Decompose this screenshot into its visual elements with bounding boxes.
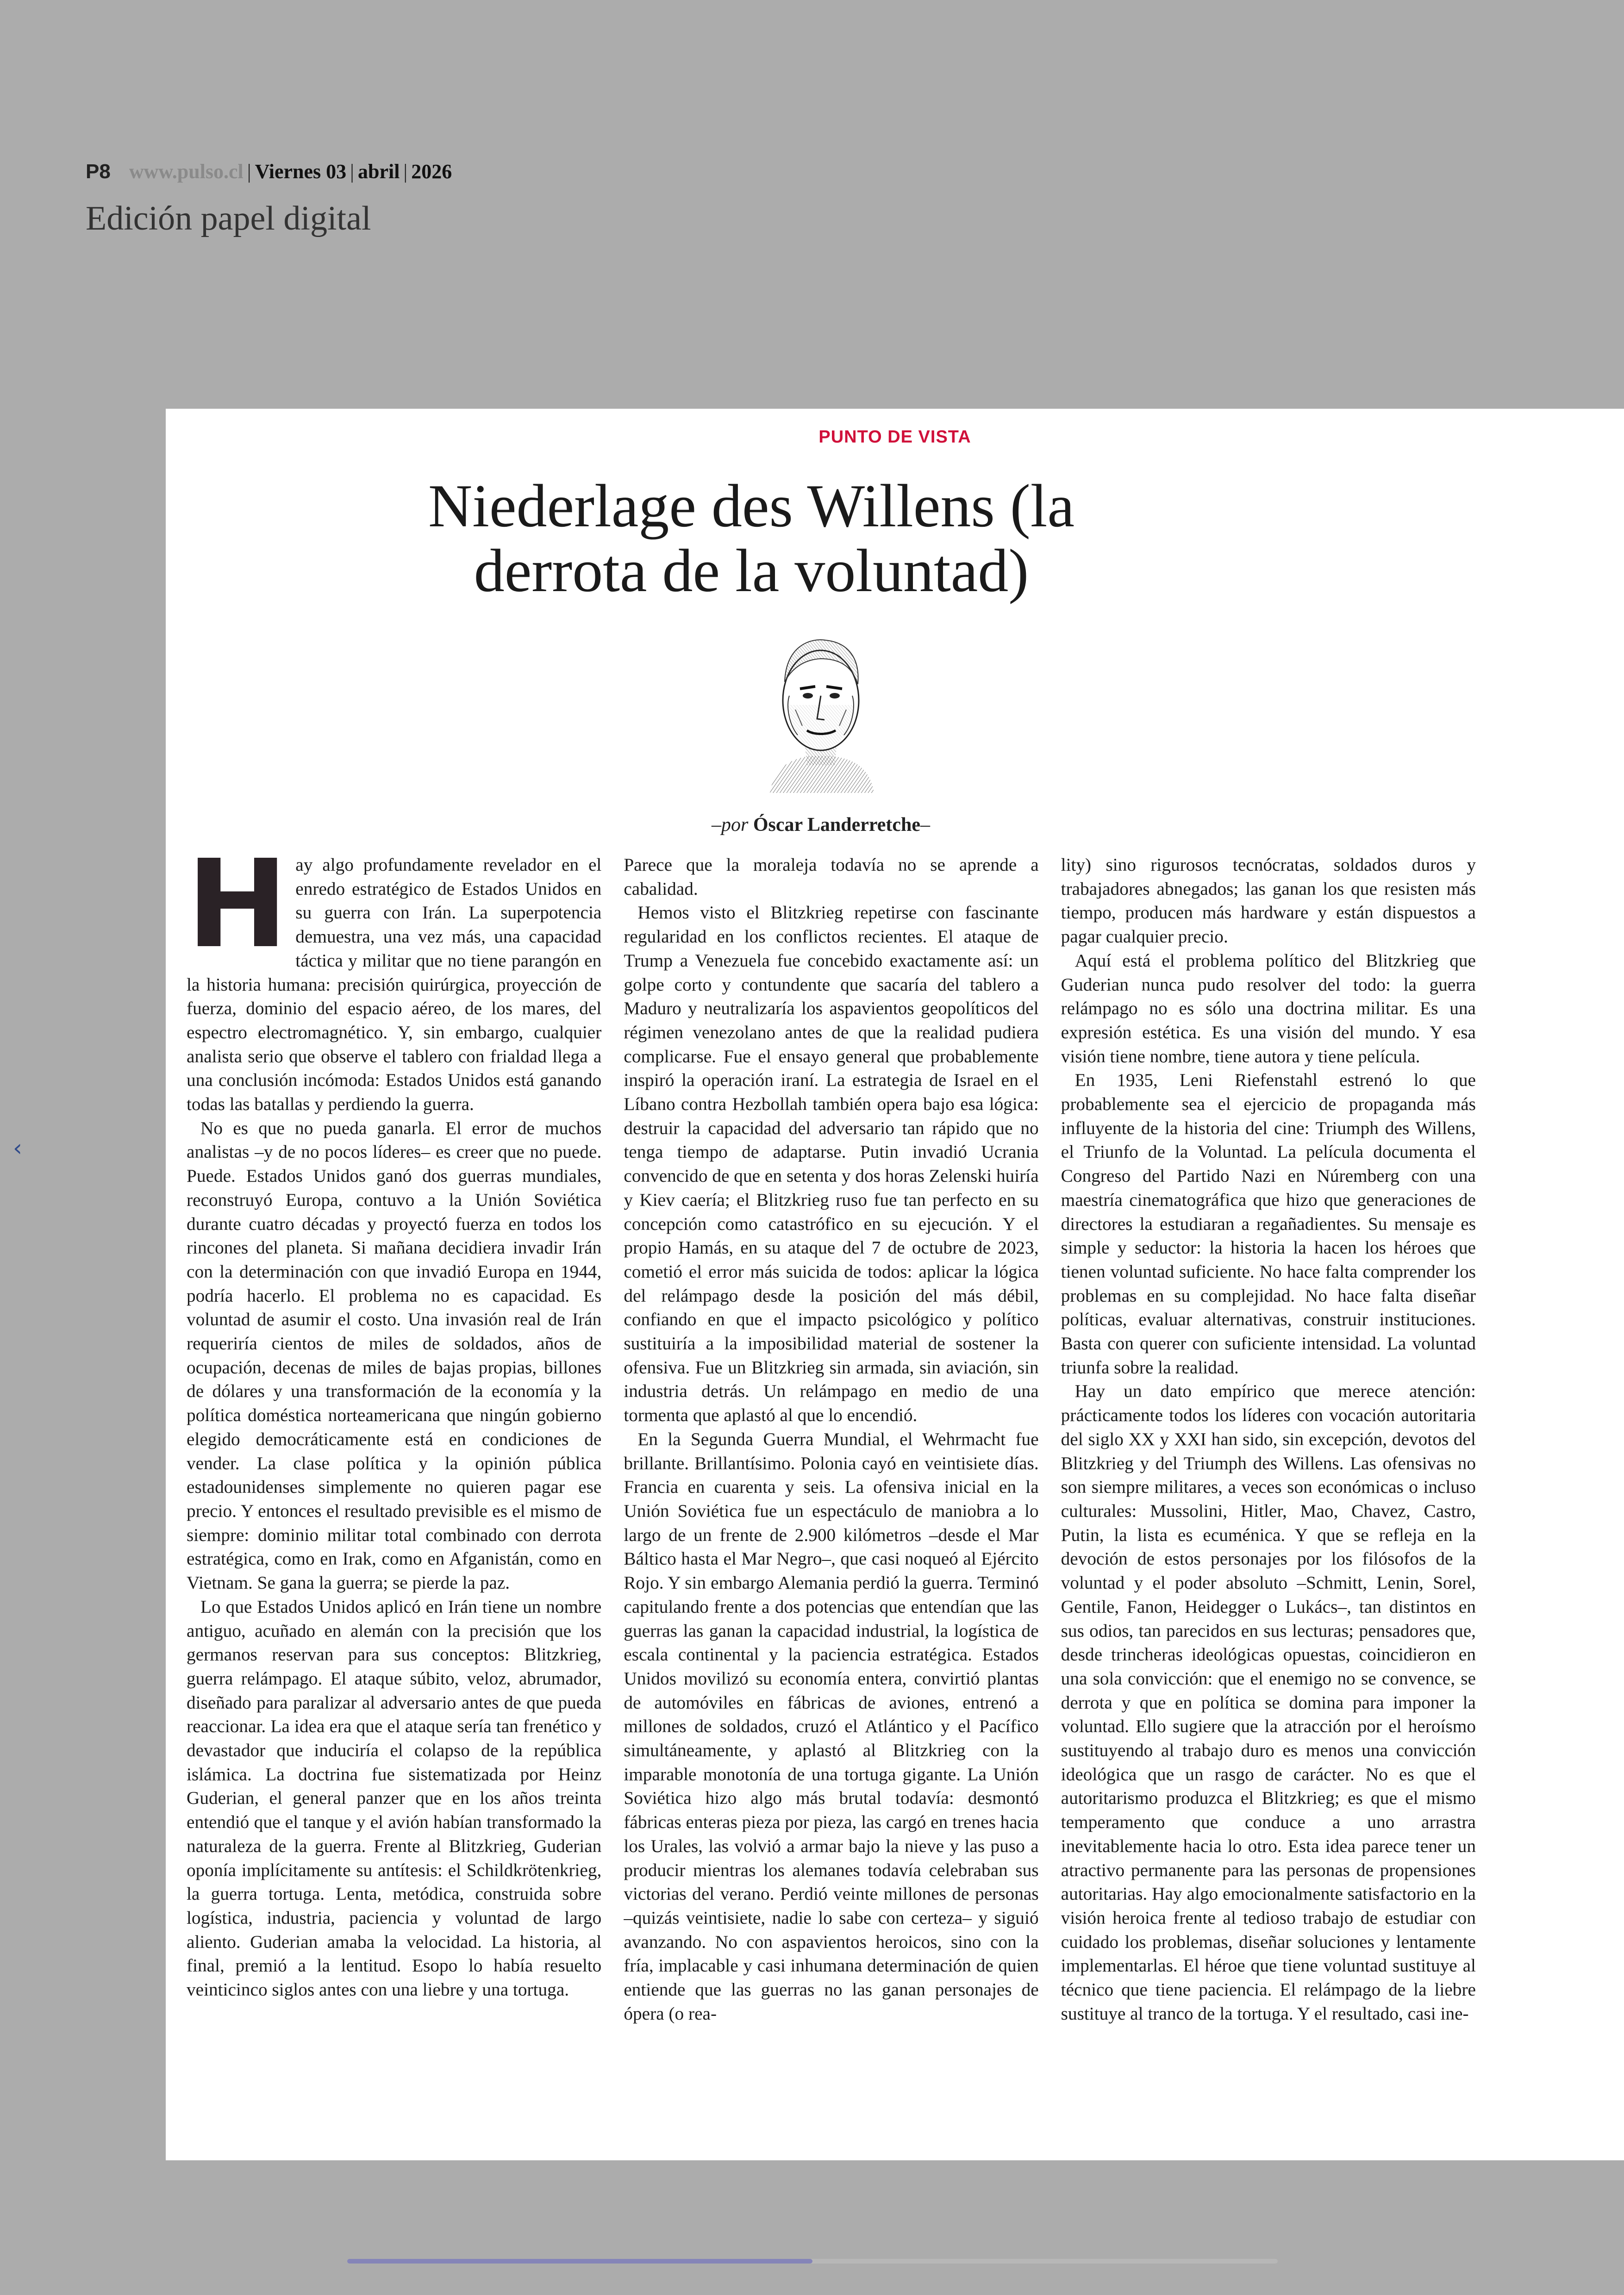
author-illustration [761, 626, 881, 793]
headline-line-2: derrota de la voluntad) [474, 536, 1029, 605]
date-day: Viernes 03 [255, 160, 347, 183]
chevron-left-icon[interactable]: ‹ [13, 1135, 22, 1161]
date-year: 2026 [411, 160, 452, 183]
headline-line-1: Niederlage des Willens (la [428, 472, 1075, 540]
article-column-1 [187, 853, 601, 2121]
divider: | [350, 160, 354, 183]
paragraph: ay algo profundamente revelador en el enredo estratégico de Estados Unidos en su guerra con Irán. La superpotencia demuestra, una vez más, una capacidad táctica y militar que no tiene parangón en la historia humana: precisión quirúrgica, proyección de fuerza, dominio del espacio aéreo, de los mares, del espectro electromagnético. Y, sin embargo, cualquier analista serio que observe el tablero con frialdad llega a una conclusión incómoda: Estados Unidos está ganando todas las batallas y perdiendo la guerra. [187, 854, 602, 1115]
paragraph: En la Segunda Guerra Mundial, el Wehrmacht fue brillante. Brillantísimo. Polonia cayó en veintisiete días. Francia en cuarenta y seis. La ofensiva inicial en la Unión Soviética fue un espectáculo de maniobra a lo largo de un frente de 2.900 kilómetros –desde el Mar Báltico hasta el Mar Negro–, que casi noqueó al Ejército Rojo. Y sin embargo Alemania perdió la guerra. Terminó capitulando frente a dos potencias que entendían que las guerras las ganan la capacidad industrial, la logística de escala continental y la paciencia estratégica. Estados Unidos movilizó su economía entera, convirtió plantas de automóviles en fábricas de aviones, entrenó a millones de soldados, cruzó el Atlántico y el Pacífico simultáneamente, y aplastó al Blitzkrieg con la imparable monotonía de una tortuga gigante. La Unión Soviética hizo algo más brutal todavía: desmontó fábricas enteras pieza por pieza, las cargó en trenes hacia los Urales, las volvió a armar bajo la nieve y las puso a producir mientras los alemanes todavía celebraban sus victorias del verano. Perdió veinte millones de personas –quizás veintisiete, nadie lo sabe con certeza– y siguió avanzando. No con aspavientos heroicos, sino con la fría, implacable y casi inhumana determinación de quien entiende que las guerras no las ganan personajes de ópera (o rea- [624, 1428, 1039, 2024]
site-url[interactable]: www.pulso.cl [129, 160, 244, 183]
paragraph: En 1935, Leni Riefenstahl estrenó lo que probablemente sea el ejercicio de propaganda más influyente de la historia del cine: Triumph des Willens, el Triunfo de la Voluntad. La película documenta el Congreso del Partido Nazi en Núremberg con una maestría cinematográfica que hizo que generaciones de directores la estudiaran a regañadientes. Su mensaje es simple y seductor: la historia la hacen los héroes que tienen voluntad suficiente. No hace falta comprender los problemas en su complejidad. No hace falta diseñar políticas, evaluar alternativas, construir instituciones. Basta con querer con suficiente intensidad. La voluntad triunfa sobre la realidad. [1061, 1070, 1476, 1378]
divider: | [403, 160, 408, 183]
byline-suffix: – [920, 814, 931, 836]
paragraph: Hay un dato empírico que merece atención: prácticamente todos los líderes con vocación autoritaria del siglo XX y XXI han sido, sin excepción, devotos del Blitzkrieg y del Triumph des Willens. Las ofensivas no son siempre militares, a veces son económicas o incluso culturales: Mussolini, Hitler, Mao, Chavez, Castro, Putin, la lista es ecuménica. Y que se refleja en la devoción de estos personajes por los filósofos de la voluntad y el poder absoluto –Schmitt, Lenin, Sorel, Gentile, Fanon, Heidegger o Lukács–, tan distintos en sus odios, tan parecidos en sus lecturas; pensadores que, desde trincheras ideológicas opuestas, coincidieron en una sola convicción: que el enemigo no se convence, se derrota y que en política se domina para imponer la voluntad. Ello sugiere que la atracción por el heroísmo sustituyendo al trabajo duro es menos una convicción ideológica que un rasgo de carácter. No es que el autoritarismo produzca el Blitzkrieg; es que el mismo temperamento que conduce a uno arrastra inevitablemente hacia lo otro. Esta idea parece tener un atractivo permanente para las personas de propensiones autoritarias. Hay algo emocionalmente satisfactorio en la visión heroica frente al tedioso trabajo de estudiar con cuidado los problemas, diseñar soluciones y lentamente implementarlas. El héroe que tiene voluntad sustituye al técnico que tiene paciencia. El relámpago de la liebre sustituye al tranco de la tortuga. Y el resultado, casi ine- [1061, 1381, 1476, 2024]
author-portrait [761, 626, 881, 793]
article-column-2 [624, 853, 1038, 2121]
article-body [187, 853, 1476, 2121]
article-column-3 [1061, 853, 1476, 2121]
author-name: Óscar Landerretche [753, 814, 921, 836]
paragraph: No es que no pueda ganarla. El error de muchos analistas –y de no pocos líderes– es creer que no puede. Puede. Estados Unidos ganó dos guerras mundiales, reconstruyó Europa, contuvo a la Unión Soviética durante cuatro décadas y proyectó fuerza en todos los rincones del planeta. Si mañana decidiera invadir Irán con la determinación con que invadió Europa en 1944, podría hacerlo. El problema no es capacidad. Es voluntad de asumir el costo. Una invasión real de Irán requeriría cientos de miles de soldados, años de ocupación, decenas de miles de bajas propias, billones de dólares y una transformación de la economía y la política doméstica norteamericana que ningún gobierno elegido democráticamente está en condiciones de vender. La clase política y la opinión pública estadounidenses simplemente no quieren pagar ese precio. Y entonces el resultado previsible es el mismo de siempre: dominio militar total combinado con derrota estratégica, como en Irak, como en Afganistán, como en Vietnam. Se gana la guerra; se pierde la paz. [187, 1117, 602, 1593]
reading-progress-fill [347, 2259, 812, 2264]
edition-label: Edición papel digital [86, 200, 371, 237]
byline-prefix: –por [711, 814, 753, 836]
date-month: abril [357, 160, 400, 183]
divider: | [247, 160, 251, 183]
page-number: P8 [86, 160, 111, 183]
paragraph: Lo que Estados Unidos aplicó en Irán tiene un nombre antiguo, acuñado en alemán con la precisión que los germanos reservan para sus conceptos: Blitzkrieg, guerra relámpago. El ataque súbito, veloz, abrumador, diseñado para paralizar al adversario antes de que pueda reaccionar. La idea era que el ataque sería tan frenético y devastador que induciría el colapso de la república islámica. La doctrina fue sistematizada por Heinz Guderian, el general panzer que en los años treinta entendió que el tanque y el avión habían transformado la naturaleza de la guerra. Frente al Blitzkrieg, Guderian oponía implícitamente su antítesis: el Schildkrötenkrieg, la guerra tortuga. Lenta, metódica, construida sobre logística, industria, paciencia y voluntad de largo aliento. Guderian amaba la velocidad. La historia, al final, premió a la lentitud. Esopo lo había resuelto veinticinco siglos antes con una liebre y una tortuga. [187, 1596, 602, 2000]
paragraph: Hemos visto el Blitzkrieg repetirse con fascinante regularidad en los conflictos recientes. El ataque de Trump a Venezuela fue concebido exactamente así: un golpe corto y contundente que sacaría del tablero a Maduro y neutralizaría los aspavientos geopolíticos del régimen venezolano antes de que la realidad pudiera complicarse. Fue el ensayo general que probablemente inspiró la operación iraní. La estrategia de Israel en el Líbano contra Hezbollah también opera bajo esa lógica: destruir la capacidad del adversario tan rápido que no tenga tiempo de adaptarse. Putin invadió Ucrania convencido de que en setenta y dos horas Zelenski huiría y Kiev caería; el Blitzkrieg ruso fue tan perfecto en su concepción como catastrófico en su ejecución. Y el propio Hamás, en su ataque del 7 de octubre de 2023, cometió el error más suicida de todos: aplicar la lógica del relámpago desde la posición del más débil, confiando en que el impacto psicológico y político sustituiría a la imposibilidad material de sostener la ofensiva. Fue un Blitzkrieg sin armada, sin aviación, sin industria detrás. Un relámpago en medio de una tormenta que aplastó al que lo encendió. [624, 902, 1039, 1426]
paragraph: Parece que la moraleja todavía no se aprende a cabalidad. [624, 854, 1039, 899]
paragraph: Aquí está el problema político del Blitzkrieg que Guderian nunca pudo resolver del todo: la guerra relámpago no es sólo una doctrina militar. Es una expresión estética. Es una visión del mundo. Y esa visión tiene nombre, tiene autora y tiene película. [1061, 950, 1476, 1066]
drop-cap: H [187, 853, 288, 975]
paragraph: lity) sino rigurosos tecnócratas, soldados duros y trabajadores abnegados; las ganan los que resisten más tiempo, producen más hardware y están dispuestos a pagar cualquier precio. [1061, 854, 1476, 947]
page-header [86, 160, 641, 238]
article-headline [383, 474, 1119, 603]
section-kicker: PUNTO DE VISTA [818, 427, 971, 447]
folio-line [86, 160, 641, 183]
byline [166, 814, 1476, 836]
reading-progress-bar[interactable] [347, 2259, 1278, 2264]
newspaper-page [166, 409, 1624, 2160]
